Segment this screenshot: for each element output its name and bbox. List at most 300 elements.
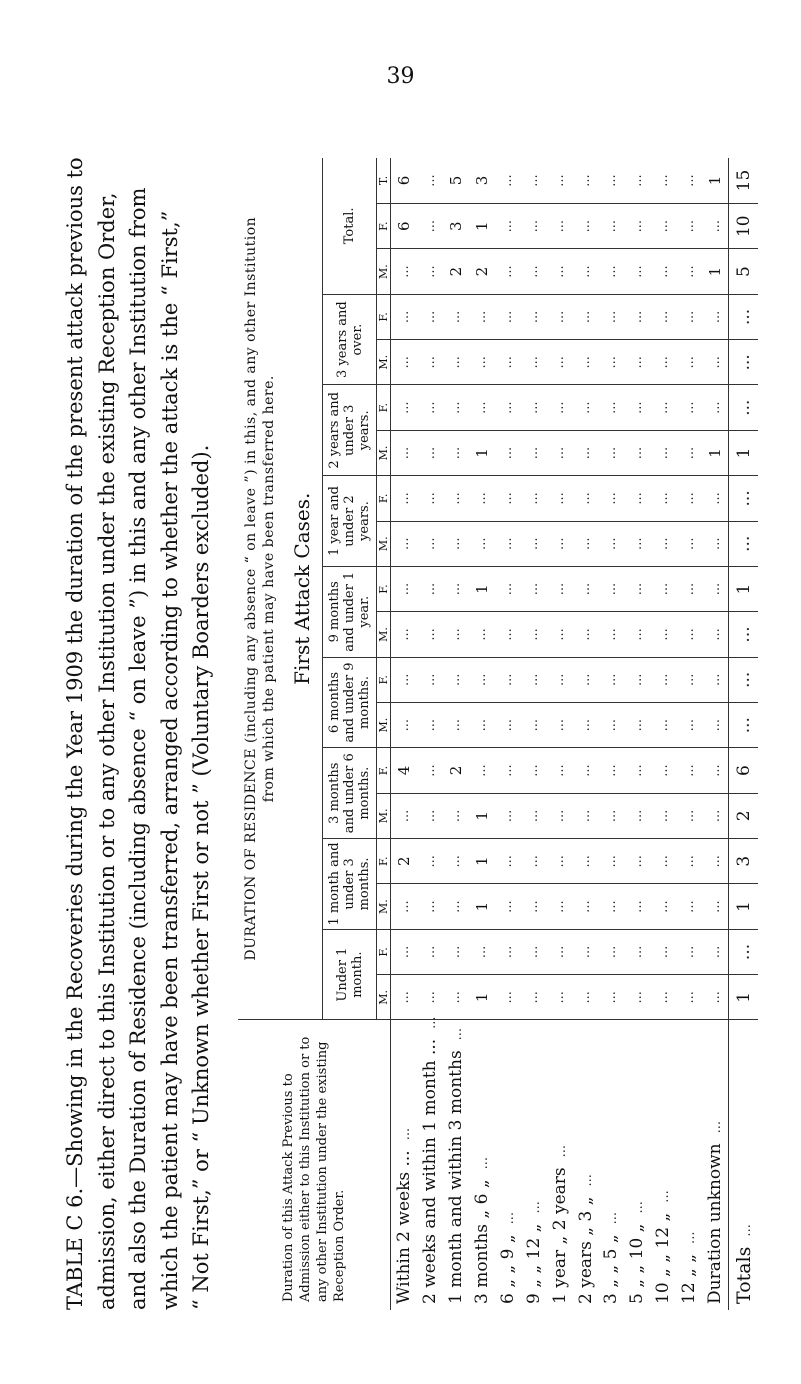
table-cell: 1 <box>469 430 495 475</box>
table-cell: ... <box>702 521 729 566</box>
table-cell: ... <box>729 702 758 747</box>
table-cell: ... <box>417 158 443 204</box>
table-cell: ... <box>547 929 573 974</box>
table-cell: 1 <box>729 566 758 611</box>
table-cell: ... <box>676 612 702 657</box>
row-label <box>624 1020 650 1310</box>
female-column-header: F. <box>377 657 391 702</box>
leader-dots: ... <box>738 1224 754 1237</box>
female-column-header: F. <box>377 294 391 339</box>
row-label-text: 1 year „ 2 years <box>549 1167 570 1304</box>
row-label-text: Totals <box>732 1246 755 1304</box>
table-cell: ... <box>547 975 573 1020</box>
attack-header: First Attack Cases. <box>282 158 323 1020</box>
leader-dots: ... <box>657 1190 673 1203</box>
leader-dots: ... <box>579 1174 595 1187</box>
row-label <box>702 1020 729 1310</box>
table-cell: ... <box>650 249 676 294</box>
table-cell: ... <box>391 249 418 294</box>
table-cell: ... <box>521 839 547 884</box>
recoveries-table <box>238 158 758 1310</box>
table-cell: ... <box>417 340 443 385</box>
table-cell: ... <box>599 566 625 611</box>
table-cell: 1 <box>469 884 495 929</box>
table-cell: ... <box>391 340 418 385</box>
table-cell: ... <box>443 294 469 339</box>
table-cell: 3 <box>443 204 469 249</box>
table-cell: ... <box>650 884 676 929</box>
table-cell: ... <box>547 521 573 566</box>
table-cell: ... <box>650 340 676 385</box>
table-row <box>676 158 702 1310</box>
table-cell: ... <box>469 385 495 430</box>
table-cell: ... <box>624 385 650 430</box>
table-cell: ... <box>495 748 521 793</box>
table-row <box>624 158 650 1310</box>
table-cell: ... <box>417 612 443 657</box>
table-cell: ... <box>702 657 729 702</box>
table-cell: ... <box>599 657 625 702</box>
male-column-header: M. <box>377 340 391 385</box>
table-cell: 3 <box>729 839 758 884</box>
female-column-header: F. <box>377 929 391 974</box>
caption-line: admission, either direct to this Institution or to any other Institution under the existing Reception Order, <box>94 192 119 1310</box>
table-cell: 1 <box>729 884 758 929</box>
table-row <box>495 158 521 1310</box>
table-cell: ... <box>495 839 521 884</box>
row-label-text: 2 weeks and within 1 month ... <box>420 1038 441 1304</box>
table-cell: ... <box>495 612 521 657</box>
table-cell: ... <box>650 839 676 884</box>
row-label <box>650 1020 676 1310</box>
leader-dots: ... <box>631 1201 647 1214</box>
table-cell: ... <box>417 839 443 884</box>
table-cell: ... <box>729 340 758 385</box>
table-cell: 10 <box>729 204 758 249</box>
table-cell: ... <box>547 793 573 838</box>
table-cell: ... <box>599 702 625 747</box>
table-cell: ... <box>599 929 625 974</box>
table-cell: ... <box>443 839 469 884</box>
table-cell: ... <box>650 748 676 793</box>
table-cell: ... <box>676 793 702 838</box>
table-cell: ... <box>624 249 650 294</box>
table-cell: ... <box>729 929 758 974</box>
table-cell: ... <box>417 657 443 702</box>
table-cell: ... <box>443 566 469 611</box>
group-header: Total. <box>323 158 377 294</box>
table-cell: ... <box>573 702 599 747</box>
table-cell: ... <box>729 521 758 566</box>
table-cell: ... <box>573 566 599 611</box>
table-cell: ... <box>624 929 650 974</box>
table-cell: ... <box>599 158 625 204</box>
table-cell: ... <box>573 657 599 702</box>
table-cell: ... <box>417 249 443 294</box>
table-cell: ... <box>624 430 650 475</box>
table-cell: ... <box>469 521 495 566</box>
table-cell: ... <box>702 975 729 1020</box>
table-cell: ... <box>599 430 625 475</box>
table-cell: ... <box>443 340 469 385</box>
table-cell: ... <box>521 340 547 385</box>
table-cell: ... <box>521 158 547 204</box>
row-label-text: 9 „ „ 12 „ <box>523 1223 544 1304</box>
table-cell: ... <box>391 657 418 702</box>
table-cell: ... <box>469 294 495 339</box>
table-cell: ... <box>650 657 676 702</box>
table-cell: ... <box>469 748 495 793</box>
row-label-text: Duration unknown <box>705 1143 726 1304</box>
table-cell: ... <box>391 975 418 1020</box>
table-cell: 1 <box>469 793 495 838</box>
table-cell: ... <box>417 748 443 793</box>
table-cell: ... <box>521 566 547 611</box>
table-cell: ... <box>495 975 521 1020</box>
table-cell: ... <box>573 521 599 566</box>
table-cell: ... <box>547 385 573 430</box>
table-cell: ... <box>676 702 702 747</box>
table-cell: ... <box>495 249 521 294</box>
table-cell: ... <box>495 204 521 249</box>
table-cell: ... <box>702 884 729 929</box>
table-body <box>391 158 759 1310</box>
caption-line: “ Not First,” or “ Unknown whether First or not ” (Voluntary Boarders excluded). <box>189 444 213 1310</box>
table-cell: ... <box>650 702 676 747</box>
table-cell: ... <box>624 748 650 793</box>
leader-dots: ... <box>398 1127 414 1141</box>
table-cell: ... <box>676 204 702 249</box>
table-cell: ... <box>495 476 521 521</box>
table-cell: ... <box>547 340 573 385</box>
table-cell: ... <box>521 975 547 1020</box>
table-cell: ... <box>495 294 521 339</box>
table-cell: ... <box>417 476 443 521</box>
table-cell: 1 <box>469 839 495 884</box>
female-column-header: F. <box>377 476 391 521</box>
table-cell: ... <box>443 385 469 430</box>
residence-header <box>238 158 282 1020</box>
row-label <box>521 1020 547 1310</box>
table-cell: 15 <box>729 158 758 204</box>
leader-dots: ... <box>475 1156 491 1170</box>
table-cell: ... <box>599 340 625 385</box>
table-cell: ... <box>521 430 547 475</box>
male-column-header: M. <box>377 884 391 929</box>
table-cell: 3 <box>469 158 495 204</box>
table-cell: ... <box>702 793 729 838</box>
table-cell: ... <box>676 748 702 793</box>
table-cell: ... <box>521 929 547 974</box>
table-cell: ... <box>676 657 702 702</box>
table-cell: ... <box>573 839 599 884</box>
table-cell: ... <box>624 340 650 385</box>
table-cell: ... <box>417 929 443 974</box>
table-cell: ... <box>547 294 573 339</box>
table-cell: ... <box>391 430 418 475</box>
table-cell: ... <box>599 612 625 657</box>
table-row <box>573 158 599 1310</box>
table-cell: ... <box>443 884 469 929</box>
table-cell: ... <box>573 204 599 249</box>
residence-header-line2: from which the patient may have been transferred here. <box>261 375 277 803</box>
table-cell: ... <box>650 793 676 838</box>
table-cell: ... <box>624 657 650 702</box>
table-cell: ... <box>443 929 469 974</box>
row-label <box>469 1020 495 1310</box>
female-column-header: F. <box>377 385 391 430</box>
stub-header: Duration of this Attack Previous to Admission either to this Institution or to any other Institution under the existing Reception Order. <box>238 1020 391 1310</box>
table-cell: ... <box>521 385 547 430</box>
table-row <box>391 158 418 1310</box>
table-cell: ... <box>624 793 650 838</box>
row-label <box>443 1020 469 1310</box>
table-cell: ... <box>495 430 521 475</box>
table-cell: ... <box>547 566 573 611</box>
table-cell: ... <box>676 249 702 294</box>
table-cell: ... <box>573 158 599 204</box>
table-cell: ... <box>599 294 625 339</box>
table-cell: ... <box>547 839 573 884</box>
table-cell: ... <box>599 521 625 566</box>
table-cell: ... <box>676 385 702 430</box>
table-cell: ... <box>729 612 758 657</box>
table-cell: ... <box>676 158 702 204</box>
table-cell: ... <box>676 340 702 385</box>
row-label-text: 3 months „ 6 „ <box>471 1179 492 1304</box>
table-cell: ... <box>702 340 729 385</box>
table-cell: ... <box>521 612 547 657</box>
rotated-page <box>60 30 760 1310</box>
table-cell: ... <box>624 476 650 521</box>
table-cell: ... <box>599 884 625 929</box>
group-header: 1 year and under 2 years. <box>323 476 377 567</box>
caption-line: which the patient may have been transferred, arranged according to whether the attack is the “ First,” <box>157 210 182 1310</box>
table-cell: 1 <box>702 430 729 475</box>
group-header: Under 1 month. <box>323 929 377 1020</box>
table-cell: ... <box>547 430 573 475</box>
table-cell: ... <box>391 566 418 611</box>
row-label <box>729 1020 758 1310</box>
table-cell: ... <box>624 566 650 611</box>
table-cell: 1 <box>469 975 495 1020</box>
row-label-text: 1 month and within 3 months <box>445 1050 466 1304</box>
table-cell: ... <box>676 521 702 566</box>
caption-line: TABLE C 6.—Showing in the Recoveries during the Year 1909 the duration of the present attack previous to <box>63 157 87 1310</box>
table-cell: ... <box>495 521 521 566</box>
table-cell: ... <box>702 702 729 747</box>
leader-dots: ... <box>605 1211 621 1225</box>
table-cell: ... <box>521 249 547 294</box>
total-column-header: T. <box>377 158 391 204</box>
leader-dots: ... <box>709 1121 725 1134</box>
table-cell: 5 <box>729 249 758 294</box>
table-cell: ... <box>391 521 418 566</box>
table-cell: ... <box>624 204 650 249</box>
table-cell: ... <box>624 294 650 339</box>
table-cell: ... <box>650 929 676 974</box>
table-cell: 5 <box>443 158 469 204</box>
table-cell: ... <box>417 294 443 339</box>
table-cell: 6 <box>391 204 418 249</box>
table-cell: ... <box>729 657 758 702</box>
table-cell: ... <box>495 884 521 929</box>
table-cell: ... <box>469 929 495 974</box>
table-cell: ... <box>547 158 573 204</box>
row-label <box>417 1016 443 1310</box>
table-cell: ... <box>417 430 443 475</box>
male-column-header: M. <box>377 521 391 566</box>
table-cell: ... <box>650 476 676 521</box>
table-cell: 2 <box>729 793 758 838</box>
table-cell: ... <box>417 204 443 249</box>
table-row <box>417 158 443 1310</box>
table-cell: 2 <box>443 748 469 793</box>
female-column-header: F. <box>377 839 391 884</box>
row-label <box>599 1020 625 1310</box>
table-cell: ... <box>676 929 702 974</box>
totals-row <box>729 158 758 1310</box>
group-header: 1 month and under 3 months. <box>323 839 377 930</box>
table-cell: ... <box>495 340 521 385</box>
table-cell: ... <box>391 929 418 974</box>
table-cell: ... <box>702 294 729 339</box>
table-cell: ... <box>573 793 599 838</box>
table-cell: 1 <box>702 249 729 294</box>
leader-dots: ... <box>501 1211 517 1225</box>
table-cell: ... <box>443 702 469 747</box>
table-cell: 1 <box>469 204 495 249</box>
table-cell: ... <box>391 702 418 747</box>
table-cell: ... <box>650 566 676 611</box>
residence-header-line1: DURATION OF RESIDENCE (including any absence “ on leave ”) in this, and any other Institution <box>243 216 259 961</box>
table-cell: ... <box>469 476 495 521</box>
table-cell: ... <box>469 612 495 657</box>
table-cell: ... <box>391 385 418 430</box>
table-row <box>702 158 729 1310</box>
row-label-text: 10 „ „ 12 „ <box>653 1212 674 1304</box>
table-cell: ... <box>495 657 521 702</box>
table-cell: ... <box>417 566 443 611</box>
row-label <box>547 1020 573 1310</box>
leader-dots: ... <box>527 1201 543 1214</box>
table-caption <box>60 157 218 1310</box>
table-cell: ... <box>599 748 625 793</box>
table-cell: ... <box>729 476 758 521</box>
table-cell: ... <box>547 748 573 793</box>
table-cell: ... <box>443 793 469 838</box>
male-column-header: M. <box>377 793 391 838</box>
table-cell: ... <box>573 975 599 1020</box>
row-label-text: 12 „ „ <box>679 1253 700 1304</box>
table-cell: ... <box>650 430 676 475</box>
table-cell: ... <box>495 793 521 838</box>
table-cell: 2 <box>443 249 469 294</box>
table-cell: ... <box>676 430 702 475</box>
table-cell: ... <box>650 612 676 657</box>
table-cell: ... <box>650 294 676 339</box>
row-label <box>391 1020 418 1310</box>
table-row <box>547 158 573 1310</box>
table-cell: ... <box>443 657 469 702</box>
table-cell: ... <box>573 430 599 475</box>
table-cell: ... <box>495 929 521 974</box>
table-cell: ... <box>599 385 625 430</box>
table-cell: ... <box>676 839 702 884</box>
group-header: 3 years and over. <box>323 294 377 385</box>
table-cell: ... <box>573 249 599 294</box>
table-cell: ... <box>521 294 547 339</box>
male-column-header: M. <box>377 975 391 1020</box>
table-cell: ... <box>650 204 676 249</box>
row-label <box>573 1020 599 1310</box>
group-header: 9 months and under 1 year. <box>323 566 377 657</box>
table-cell: ... <box>547 702 573 747</box>
table-cell: 1 <box>469 566 495 611</box>
table-cell: ... <box>495 702 521 747</box>
table-cell: ... <box>573 884 599 929</box>
male-column-header: M. <box>377 612 391 657</box>
table-cell: ... <box>547 657 573 702</box>
male-column-header: M. <box>377 702 391 747</box>
table-cell: ... <box>521 748 547 793</box>
leader-dots: ... <box>553 1144 569 1158</box>
table-cell: ... <box>417 793 443 838</box>
row-label-text: 5 „ „ 10 „ <box>627 1223 648 1304</box>
table-cell: ... <box>521 884 547 929</box>
table-cell: ... <box>443 521 469 566</box>
table-cell: ... <box>702 566 729 611</box>
table-cell: ... <box>495 385 521 430</box>
table-cell: ... <box>702 204 729 249</box>
table-cell: ... <box>391 884 418 929</box>
table-cell: ... <box>702 612 729 657</box>
table-cell: ... <box>702 748 729 793</box>
table-cell: ... <box>624 884 650 929</box>
table-cell: ... <box>547 884 573 929</box>
table-row <box>443 158 469 1310</box>
table-cell: ... <box>495 158 521 204</box>
table-cell: ... <box>469 657 495 702</box>
table-cell: ... <box>624 975 650 1020</box>
male-column-header: M. <box>377 430 391 475</box>
table-cell: ... <box>624 158 650 204</box>
table-cell: ... <box>573 340 599 385</box>
table-row <box>521 158 547 1310</box>
table-cell: ... <box>624 521 650 566</box>
table-cell: ... <box>599 249 625 294</box>
female-column-header: F. <box>377 204 391 249</box>
table-cell: ... <box>443 612 469 657</box>
table-cell: ... <box>573 612 599 657</box>
table-cell: ... <box>599 793 625 838</box>
male-column-header: M. <box>377 249 391 294</box>
table-cell: ... <box>391 476 418 521</box>
table-cell: ... <box>547 476 573 521</box>
table-cell: ... <box>417 385 443 430</box>
table-cell: ... <box>573 929 599 974</box>
female-column-header: F. <box>377 566 391 611</box>
row-label <box>676 1020 702 1310</box>
table-cell: ... <box>624 839 650 884</box>
row-label-text: 6 „ „ 9 „ <box>497 1234 518 1304</box>
table-cell: ... <box>676 975 702 1020</box>
page-number: 39 <box>386 64 415 89</box>
table-cell: ... <box>417 702 443 747</box>
table-cell: ... <box>417 975 443 1020</box>
table-cell: 1 <box>702 158 729 204</box>
table-cell: 1 <box>729 975 758 1020</box>
